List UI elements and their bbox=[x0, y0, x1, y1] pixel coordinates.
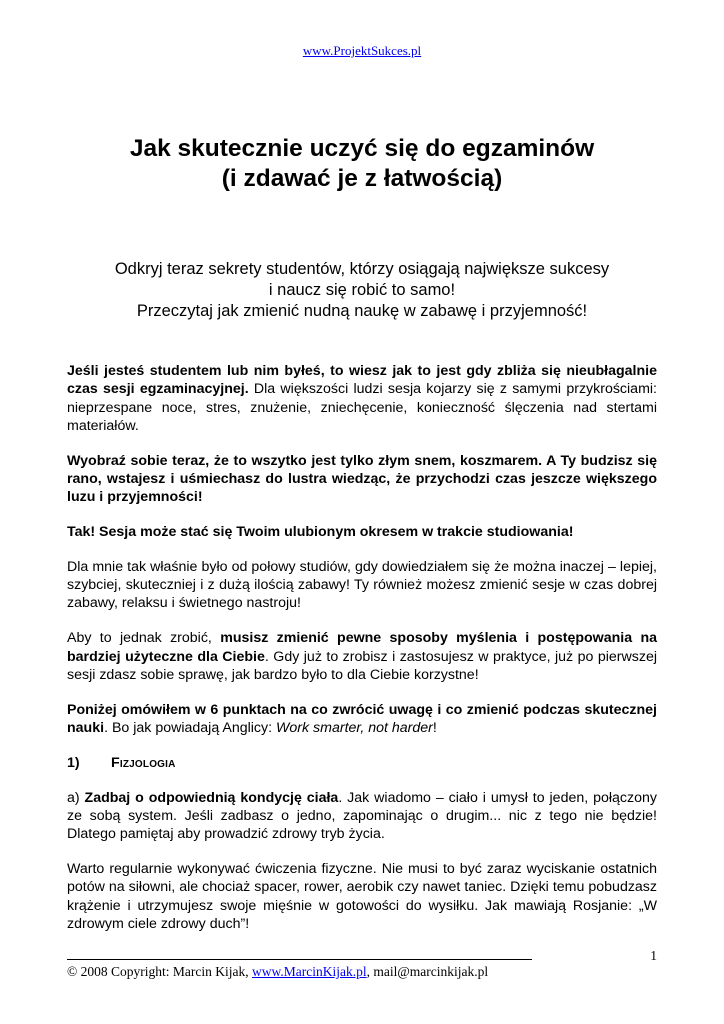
change-text-rest: . Gdy już to zrobisz i zastosujesz w praktyce, już po pierwszej sesji zdasz sobie sprawę, jak bardzo było to dla Ciebie korzystne! bbox=[67, 648, 657, 683]
points-bold-text: Poniżej omówiłem w 6 punktach na co zwrócić uwagę i co zmienić podczas skutecznej nauki bbox=[67, 701, 657, 736]
paragraph-exclamation: Tak! Sesja może stać się Twoim ulubionym okresem w trakcie studiowania! bbox=[67, 524, 574, 541]
paragraph-exercise: Warto regularnie wykonywać ćwiczenia fizyczne. Nie musi to być zaraz wyciskanie ostatnich potów na siłowni, ale chociaż spacer, rower, aerobik czy nawet taniec. Dzięki temu pobudzasz krążenie i utrzymujesz swoje mięśnie w gotowości do wysiłku. Jak mawiają Rosjanie: „W zdrowym ciele zdrowy duch”! bbox=[67, 860, 657, 932]
condition-bold-text: Zadbaj o odpowiednią kondycję ciała bbox=[84, 789, 339, 806]
paragraph-personal: Dla mnie tak właśnie było od połowy studiów, gdy dowiedziałem się że można inaczej – lepiej, szybciej, skuteczniej i z dużą ilością zabawy! Ty również możesz zmienić sesje w czas dobrej zabawy, relaksu i świetnego nastroju! bbox=[67, 558, 657, 612]
page-number: 1 bbox=[650, 948, 657, 963]
email-text: , mail@marcinkijak.pl bbox=[366, 964, 489, 979]
subtitle-line-1: Odkryj teraz sekrety studentów, którzy osiągają największe sukcesy bbox=[114, 260, 610, 278]
title-line-2: (i zdawać je z łatwością) bbox=[221, 165, 503, 192]
subtitle-line-3: Przeczytaj jak zmienić nudną naukę w zabawę i przyjemność! bbox=[136, 302, 588, 320]
condition-text-start: a) bbox=[67, 789, 85, 806]
footer-divider bbox=[67, 959, 532, 960]
copyright-text: © 2008 Copyright: Marcin Kijak, bbox=[67, 964, 252, 979]
paragraph-body-condition bbox=[67, 789, 657, 844]
intro-bold-text: Jeśli jesteś studentem lub nim byłeś, to wiesz jak to jest gdy zbliża się nieubłagalnie czas sesji egzaminacyjnej. bbox=[67, 363, 657, 398]
change-text-start: Aby to jednak zrobić, bbox=[67, 630, 221, 647]
section-heading bbox=[67, 754, 657, 772]
points-text-end: ! bbox=[432, 719, 437, 736]
change-bold-text: musisz zmienić pewne sposoby myślenia i postępowania na bardziej użyteczne dla Ciebie bbox=[67, 630, 657, 665]
points-text-mid: . Bo jak powiadają Anglicy: bbox=[104, 719, 276, 736]
title-line-1: Jak skutecznie uczyć się do egzaminów bbox=[129, 135, 595, 162]
section-number: 1) bbox=[67, 754, 80, 771]
header bbox=[0, 43, 724, 59]
paragraph-points bbox=[67, 701, 657, 738]
site-link[interactable]: www.ProjektSukces.pl bbox=[302, 43, 422, 58]
footer bbox=[67, 964, 488, 980]
document-body bbox=[67, 362, 657, 933]
document-title bbox=[60, 134, 664, 194]
paragraph-imagine: Wyobraź sobie teraz, że to wszytko jest tylko złym snem, koszmarem. A Ty budzisz się rano, wstajesz i uśmiechasz do lustra wiedząc, że przychodzi czas jeszcze większego luzu i przyjemności! bbox=[67, 452, 657, 506]
subtitle bbox=[60, 259, 664, 322]
points-italic-text: Work smarter, not harder bbox=[276, 719, 433, 736]
section-title: Fizjologia bbox=[111, 754, 176, 771]
author-link[interactable]: www.MarcinKijak.pl bbox=[252, 964, 367, 979]
subtitle-line-2: i naucz się robić to samo! bbox=[268, 281, 456, 299]
paragraph-intro bbox=[67, 362, 657, 435]
condition-text-rest: . Jak wiadomo – ciało i umysł to jeden, połączony ze sobą system. Jeśli zadbasz o jedno, zapominając o drugim... nic z tego nie będzie! Dlatego pamiętaj aby prowadzić zdrowy tryb życia. bbox=[67, 789, 657, 843]
intro-text: Dla większości ludzi sesja kojarzy się z samymi przykrościami: nieprzespane noce, stres, znużenie, zniechęcenie, konieczność ślęczenia nad stertami materiałów. bbox=[67, 381, 657, 434]
paragraph-change bbox=[67, 629, 657, 684]
